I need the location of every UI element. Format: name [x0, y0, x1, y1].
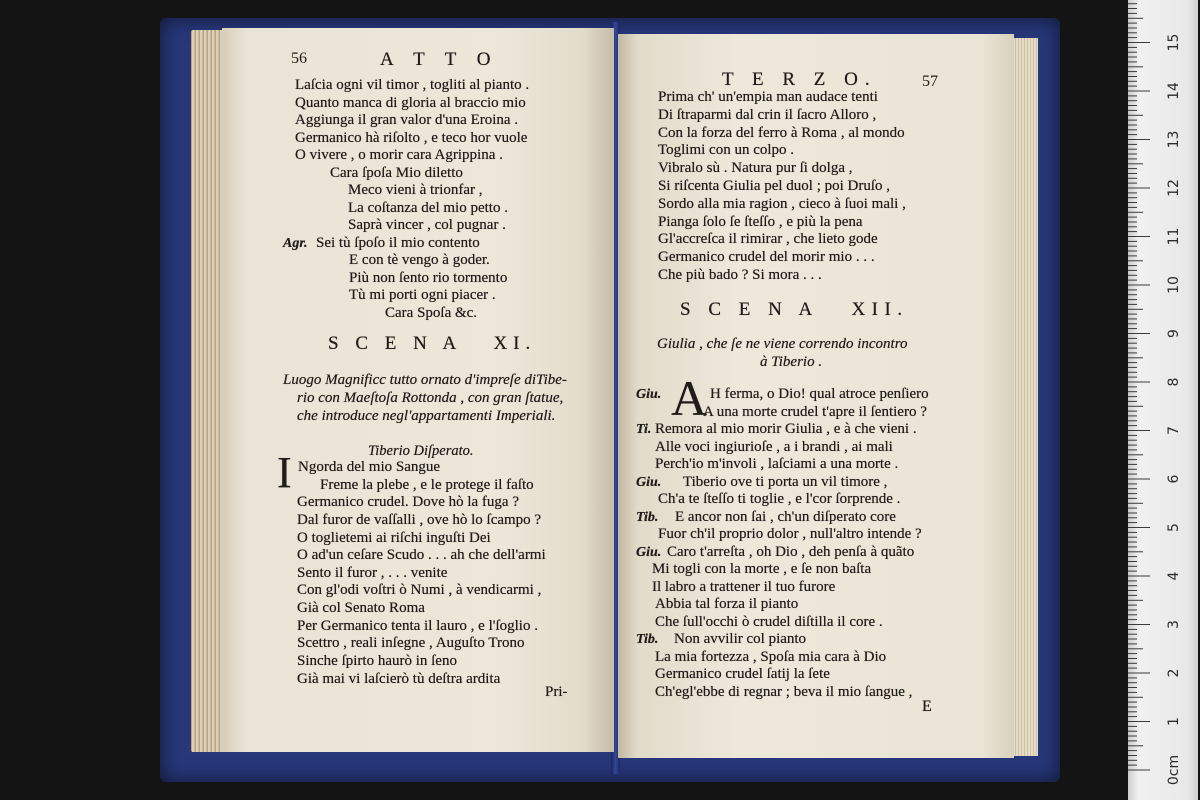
verse-line: Meco vieni à trionfar ,	[348, 182, 483, 198]
ruler-label: 3	[1166, 620, 1182, 629]
verse-line: Quanto manca di gloria al braccio mio	[295, 94, 526, 111]
dialogue-text: Remora al mio morir Giulia , e à che vieni .	[655, 421, 917, 437]
ruler-scale	[1128, 0, 1198, 800]
dialogue-line: Fuor ch'il proprio dolor , null'altro intende ?	[658, 526, 922, 542]
signature-mark: E	[922, 698, 932, 715]
ruler-label: 2	[1166, 668, 1182, 678]
verse-line: Per Germanico tenta il lauro , e l'ſoglio .	[297, 617, 538, 634]
verse-block	[283, 77, 529, 322]
dialogue-line	[636, 386, 927, 404]
ruler-label: 15	[1166, 33, 1182, 52]
dialogue-line	[636, 544, 927, 562]
drop-cap: A	[671, 370, 708, 426]
verse-line: Vibralo sù . Natura pur ſi dolga ,	[658, 160, 853, 177]
verse-line: Prima ch' un'empia man audace tenti	[658, 89, 878, 105]
ruler-label: 5	[1166, 523, 1182, 532]
ruler-label: 6	[1166, 474, 1182, 484]
verse-line: Sento il furor , . . . venite	[297, 564, 448, 581]
character-heading: Tiberio Diſperato.	[368, 443, 474, 459]
dialogue-line: Il labro a trattener il tuo furore	[652, 578, 836, 595]
ruler-label: 7	[1166, 426, 1182, 435]
speaker-label: Tib.	[636, 632, 659, 647]
dialogue-line: Germanico crudel ſatij la ſete	[655, 666, 830, 682]
stage-direction-line: à Tiberio .	[760, 353, 823, 370]
ruler-label: 10	[1166, 276, 1182, 294]
measuring-ruler	[1128, 0, 1198, 800]
verse-line: Cara ſpoſa Mio diletto	[330, 164, 463, 181]
scene-heading: S C E N A XI.	[328, 333, 537, 354]
speaker-label: Ti.	[636, 422, 652, 437]
stage-direction	[657, 336, 907, 371]
dialogue-line	[636, 421, 927, 439]
verse-line: Già mai vi laſcierò tù deſtra ardita	[297, 670, 501, 687]
verse-line: Germanico crudel. Dove hò la fuga ?	[297, 494, 519, 511]
left-page	[222, 28, 614, 752]
stage-direction-line: rio con Maeſtoſa Rottonda , con gran ſtatue,	[297, 390, 564, 406]
dialogue	[636, 370, 929, 701]
verse-text: Sei tù ſpoſo il mio contento	[316, 234, 480, 251]
dialogue-text: Non avvilir col pianto	[674, 631, 807, 647]
dialogue-text: Caro t'arreſta , oh Dio , deh penſa à quãto	[667, 543, 915, 560]
stage-direction-line: Giulia , che ſe ne viene correndo incontro	[657, 336, 908, 352]
verse-line: Dal furor de vaſſalli , ove hò lo ſcampo ?	[297, 511, 542, 528]
verse-line: Freme la plebe , e le protege il faſto	[320, 476, 534, 493]
dialogue-line: Mi togli con la morte , e ſe non baſta	[652, 561, 872, 577]
verse-line: Di ſtraparmi dal crin il ſacro Alloro ,	[658, 106, 877, 123]
verse-line: Con gl'odi voſtri ò Numi , à vendicarmi ,	[297, 582, 542, 599]
verse-line: La coſtanza del mio petto .	[348, 199, 508, 216]
dialogue-text: H ferma, o Dio! qual atroce penſiero	[710, 386, 929, 402]
stage-direction-line: Luogo Magnificc tutto ornato d'impreſe diTibe-	[283, 372, 567, 388]
ruler-label: 1	[1166, 717, 1182, 726]
dialogue-line: A una morte crudel t'apre il ſentiero ?	[703, 403, 927, 420]
ruler-label: 8	[1166, 377, 1182, 387]
verse-line: Più non ſento rio tormento	[349, 269, 508, 286]
verse-line: Toglimi con un colpo .	[658, 142, 795, 159]
ruler-label: 0cm	[1166, 754, 1182, 786]
verse-line: Già col Senato Roma	[297, 600, 425, 617]
verse-line: Gl'accreſca il rimirar , che lieto gode	[658, 231, 878, 248]
stage-direction	[283, 371, 567, 425]
dialogue-line: Abbia tal forza il pianto	[655, 596, 799, 612]
dialogue-line: Alle voci ingiurioſe , a i brandi , ai mali	[655, 438, 893, 455]
verse-line: Saprà vincer , col pugnar .	[348, 217, 506, 233]
verse-line: O ad'un ceſare Scudo . . . ah che dell'armi	[297, 547, 546, 564]
verse-line: Ngorda del mio Sangue	[298, 459, 441, 475]
running-head: T E R Z O.	[722, 69, 877, 90]
verse-line: Aggiunga il gran valor d'una Eroina .	[295, 112, 519, 128]
ruler-label: 9	[1166, 329, 1182, 338]
dialogue-line: Ch'a te ſteſſo ti toglie , e l'cor ſorprende .	[658, 491, 901, 507]
verse-line	[283, 235, 529, 253]
catchword: Pri-	[545, 684, 568, 700]
verse-line: Sinche ſpirto haurò in ſeno	[297, 653, 457, 670]
verse-line: Pianga ſolo ſe ſteſſo , e più la pena	[658, 213, 863, 230]
verse-line: Sordo alla mia ragion , cieco à ſuoi mali ,	[658, 195, 906, 212]
ruler-label: 4	[1166, 571, 1182, 581]
verse-line: O vivere , o morir cara Agrippina .	[295, 147, 503, 163]
ruler-label: 13	[1166, 130, 1182, 149]
speaker-label: Tib.	[636, 509, 659, 525]
speaker-label: Giu.	[636, 544, 662, 560]
dialogue-line: Ch'egl'ebbe di regnar ; beva il mio ſangue ,	[655, 683, 913, 700]
stage-direction-line: che introduce negl'appartamenti Imperiali.	[297, 408, 556, 424]
dialogue-text: E ancor non ſai , ch'un diſperato core	[675, 508, 896, 525]
verse-line: Germanico crudel del morir mio . . .	[658, 249, 875, 266]
page-number: 57	[922, 73, 938, 90]
ruler-label: 11	[1166, 227, 1182, 246]
dialogue-line	[636, 631, 927, 649]
verse-line: Laſcia ogni vil timor , togliti al pianto .	[295, 77, 530, 93]
right-page-edges	[1012, 38, 1038, 756]
speaker-label: Giu.	[636, 474, 662, 490]
verse-line: O toglietemi ai riſchi inguſti Dei	[297, 529, 491, 546]
ruler-label: 12	[1166, 179, 1182, 197]
page-number: 56	[291, 50, 307, 67]
verse-line: Tù mi porti ogni piacer .	[349, 287, 496, 303]
verse-line: Scettro , reali inſegne , Auguſto Trono	[297, 635, 525, 652]
dialogue-line	[636, 509, 927, 527]
dialogue-text: Tiberio ove ti porta un vil timore ,	[683, 473, 888, 490]
verse-line: Cara Spoſa &c.	[385, 304, 478, 321]
verse-block	[658, 89, 906, 285]
verse-line: E con tè vengo à goder.	[349, 252, 490, 268]
dialogue-line: Che ſull'occhi ò crudel diſtilla il core .	[655, 613, 883, 630]
speaker-label: Agr.	[283, 235, 308, 251]
dialogue-line: Perch'io m'involi , laſciami a una morte .	[655, 456, 899, 472]
drop-cap: I	[277, 448, 292, 497]
scene-heading: S C E N A XII.	[680, 299, 909, 320]
verse-line: Germanico hà riſolto , e teco hor vuole	[295, 129, 528, 146]
verse-line: Che più bado ? Si mora . . .	[658, 266, 822, 283]
right-page	[618, 34, 1014, 758]
speaker-label: Giu.	[636, 387, 662, 402]
verse-line: Con la forza del ferro à Roma , al mondo	[658, 124, 905, 141]
ruler-label: 14	[1166, 82, 1182, 100]
running-head: A T T O	[380, 49, 499, 70]
dialogue-line: La mia fortezza , Spoſa mia cara à Dio	[655, 648, 887, 665]
dialogue-line	[636, 474, 927, 492]
verse-line: Si riſcenta Giulia pel duol ; poi Druſo ,	[658, 177, 891, 194]
